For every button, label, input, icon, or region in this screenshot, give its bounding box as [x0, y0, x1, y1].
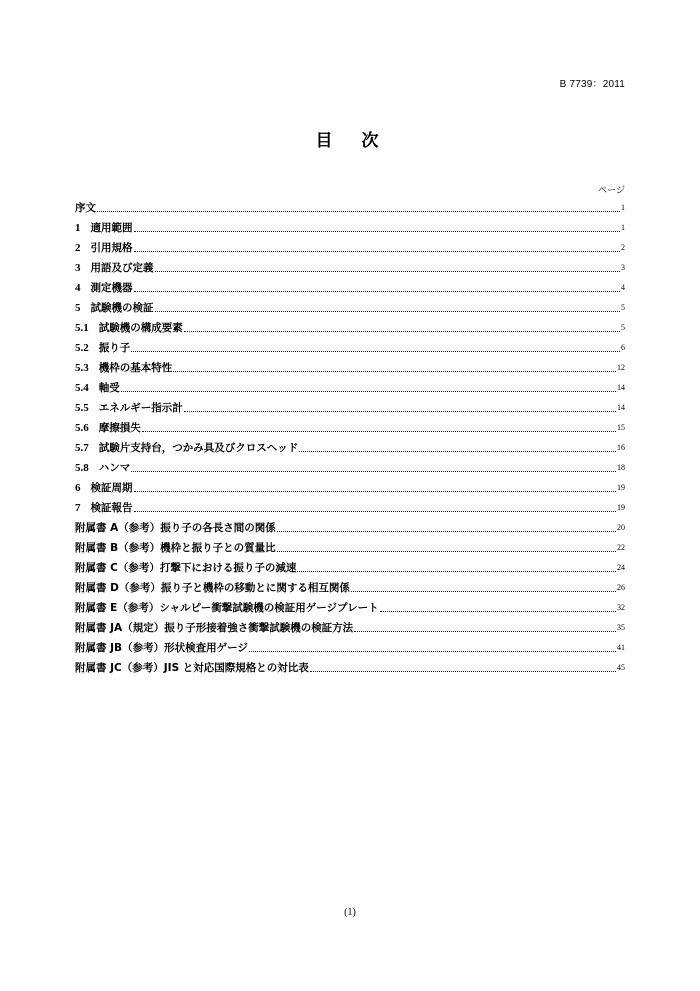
- dot-leader: [297, 571, 616, 572]
- toc-entry-page: 26: [617, 583, 625, 592]
- toc-entry: [75, 356, 625, 376]
- toc-entry: [75, 576, 625, 596]
- toc-entry-page: 12: [617, 363, 625, 372]
- page-title: 目 次: [315, 131, 385, 151]
- dot-leader: [354, 631, 616, 632]
- toc-entry-page: 41: [617, 643, 625, 652]
- toc-entry: [75, 376, 625, 396]
- toc-entry-number: 5.8: [75, 462, 89, 474]
- dot-leader: [277, 531, 616, 532]
- toc-entry-page: 5: [621, 323, 625, 332]
- toc-entry-title: 軸受: [98, 382, 120, 394]
- dot-leader: [134, 491, 617, 492]
- page-footer-number: (1): [344, 907, 356, 918]
- toc-entry: [75, 396, 625, 416]
- table-of-contents: [75, 196, 625, 676]
- toc-entry-title: 試験片支持台，つかみ具及びクロスヘッド: [98, 442, 299, 454]
- dot-leader: [121, 391, 616, 392]
- dot-leader: [142, 431, 616, 432]
- dot-leader: [184, 411, 616, 412]
- toc-entry: [75, 436, 625, 456]
- toc-entry-title: 附属書 D（参考）振り子と機枠の移動とに関する相互関係: [75, 582, 350, 594]
- toc-entry-page: 35: [617, 623, 625, 632]
- toc-entry-title: エネルギー指示計: [98, 402, 183, 414]
- toc-entry: [75, 636, 625, 656]
- toc-entry-page: 14: [617, 383, 625, 392]
- dot-leader: [131, 471, 616, 472]
- toc-entry-title: 試験機の構成要素: [98, 322, 183, 334]
- toc-entry-page: 1: [621, 203, 625, 212]
- dot-leader: [131, 351, 620, 352]
- toc-entry: [75, 336, 625, 356]
- toc-entry: [75, 276, 625, 296]
- toc-entry-title: 附属書 E（参考）シャルピー衝撃試験機の検証用ゲージプレート: [75, 602, 379, 614]
- toc-entry-title: 検証周期: [90, 482, 133, 494]
- toc-entry: [75, 196, 625, 216]
- toc-entry-title: ハンマ: [98, 462, 131, 474]
- toc-entry-page: 4: [621, 283, 625, 292]
- toc-entry-number: 5.3: [75, 362, 89, 374]
- toc-entry-page: 6: [621, 343, 625, 352]
- toc-entry-title: 適用範囲: [90, 222, 133, 234]
- document-number: B 7739：2011: [559, 79, 625, 90]
- toc-entry-page: 5: [621, 303, 625, 312]
- dot-leader: [277, 551, 616, 552]
- dot-leader: [351, 591, 616, 592]
- dot-leader: [173, 371, 616, 372]
- toc-entry-title: 機枠の基本特性: [98, 362, 173, 374]
- dot-leader: [184, 331, 620, 332]
- toc-entry: [75, 516, 625, 536]
- dot-leader: [299, 451, 616, 452]
- toc-entry-title: 用語及び定義: [90, 262, 154, 274]
- toc-entry-title: 附属書 B（参考）機枠と振り子との質量比: [75, 542, 276, 554]
- toc-entry-title: 試験機の検証: [90, 302, 154, 314]
- toc-entry: [75, 216, 625, 236]
- toc-entry: [75, 556, 625, 576]
- toc-entry: [75, 236, 625, 256]
- toc-entry-title: 序文: [75, 202, 96, 214]
- toc-entry-page: 15: [617, 423, 625, 432]
- toc-entry-page: 2: [621, 243, 625, 252]
- toc-entry: [75, 316, 625, 336]
- toc-entry-page: 19: [617, 503, 625, 512]
- toc-entry-number: 1: [75, 222, 81, 234]
- toc-entry: [75, 656, 625, 676]
- toc-entry: [75, 536, 625, 556]
- toc-entry-page: 1: [621, 223, 625, 232]
- toc-entry-title: 検証報告: [90, 502, 133, 514]
- dot-leader: [155, 311, 621, 312]
- toc-entry-page: 24: [617, 563, 625, 572]
- dot-leader: [134, 231, 621, 232]
- toc-entry-number: 5.2: [75, 342, 89, 354]
- dot-leader: [134, 511, 617, 512]
- toc-entry-page: 3: [621, 263, 625, 272]
- toc-entry-number: 5.7: [75, 442, 89, 454]
- toc-entry-number: 4: [75, 282, 81, 294]
- toc-entry-page: 18: [617, 463, 625, 472]
- dot-leader: [310, 671, 616, 672]
- toc-entry: [75, 456, 625, 476]
- toc-entry-page: 16: [617, 443, 625, 452]
- page-column-label: ページ: [598, 186, 625, 196]
- toc-entry-number: 7: [75, 502, 81, 514]
- toc-entry-number: 5.5: [75, 402, 89, 414]
- toc-entry-page: 22: [617, 543, 625, 552]
- toc-entry: [75, 256, 625, 276]
- toc-entry-number: 5.1: [75, 322, 89, 334]
- toc-entry-number: 5.6: [75, 422, 89, 434]
- toc-entry-number: 3: [75, 262, 81, 274]
- dot-leader: [134, 291, 621, 292]
- toc-entry-title: 引用規格: [90, 242, 133, 254]
- toc-entry-number: 6: [75, 482, 81, 494]
- toc-entry: [75, 496, 625, 516]
- toc-entry: [75, 296, 625, 316]
- toc-entry-title: 測定機器: [90, 282, 133, 294]
- toc-entry: [75, 616, 625, 636]
- toc-entry-title: 振り子: [98, 342, 131, 354]
- toc-entry-page: 32: [617, 603, 625, 612]
- toc-entry-number: 5.4: [75, 382, 89, 394]
- toc-entry-title: 附属書 C（参考）打撃下における振り子の減速: [75, 562, 297, 574]
- toc-entry-title: 摩擦損失: [98, 422, 141, 434]
- toc-entry-number: 5: [75, 302, 81, 314]
- toc-entry-page: 45: [617, 663, 625, 672]
- toc-entry-title: 附属書 A（参考）振り子の各長さ間の関係: [75, 522, 276, 534]
- dot-leader: [380, 611, 616, 612]
- toc-entry: [75, 476, 625, 496]
- toc-entry-title: 附属書 JA（規定）振り子形接着強さ衝撃試験機の検証方法: [75, 622, 354, 634]
- dot-leader: [134, 251, 621, 252]
- toc-entry: [75, 596, 625, 616]
- toc-entry-title: 附属書 JC（参考）JIS と対応国際規格との対比表: [75, 662, 309, 674]
- toc-entry-page: 20: [617, 523, 625, 532]
- toc-entry-number: 2: [75, 242, 81, 254]
- toc-entry-page: 14: [617, 403, 625, 412]
- dot-leader: [249, 651, 616, 652]
- toc-entry-page: 19: [617, 483, 625, 492]
- dot-leader: [97, 211, 620, 212]
- toc-entry-title: 附属書 JB（参考）形状検査用ゲージ: [75, 642, 248, 654]
- toc-entry: [75, 416, 625, 436]
- dot-leader: [155, 271, 621, 272]
